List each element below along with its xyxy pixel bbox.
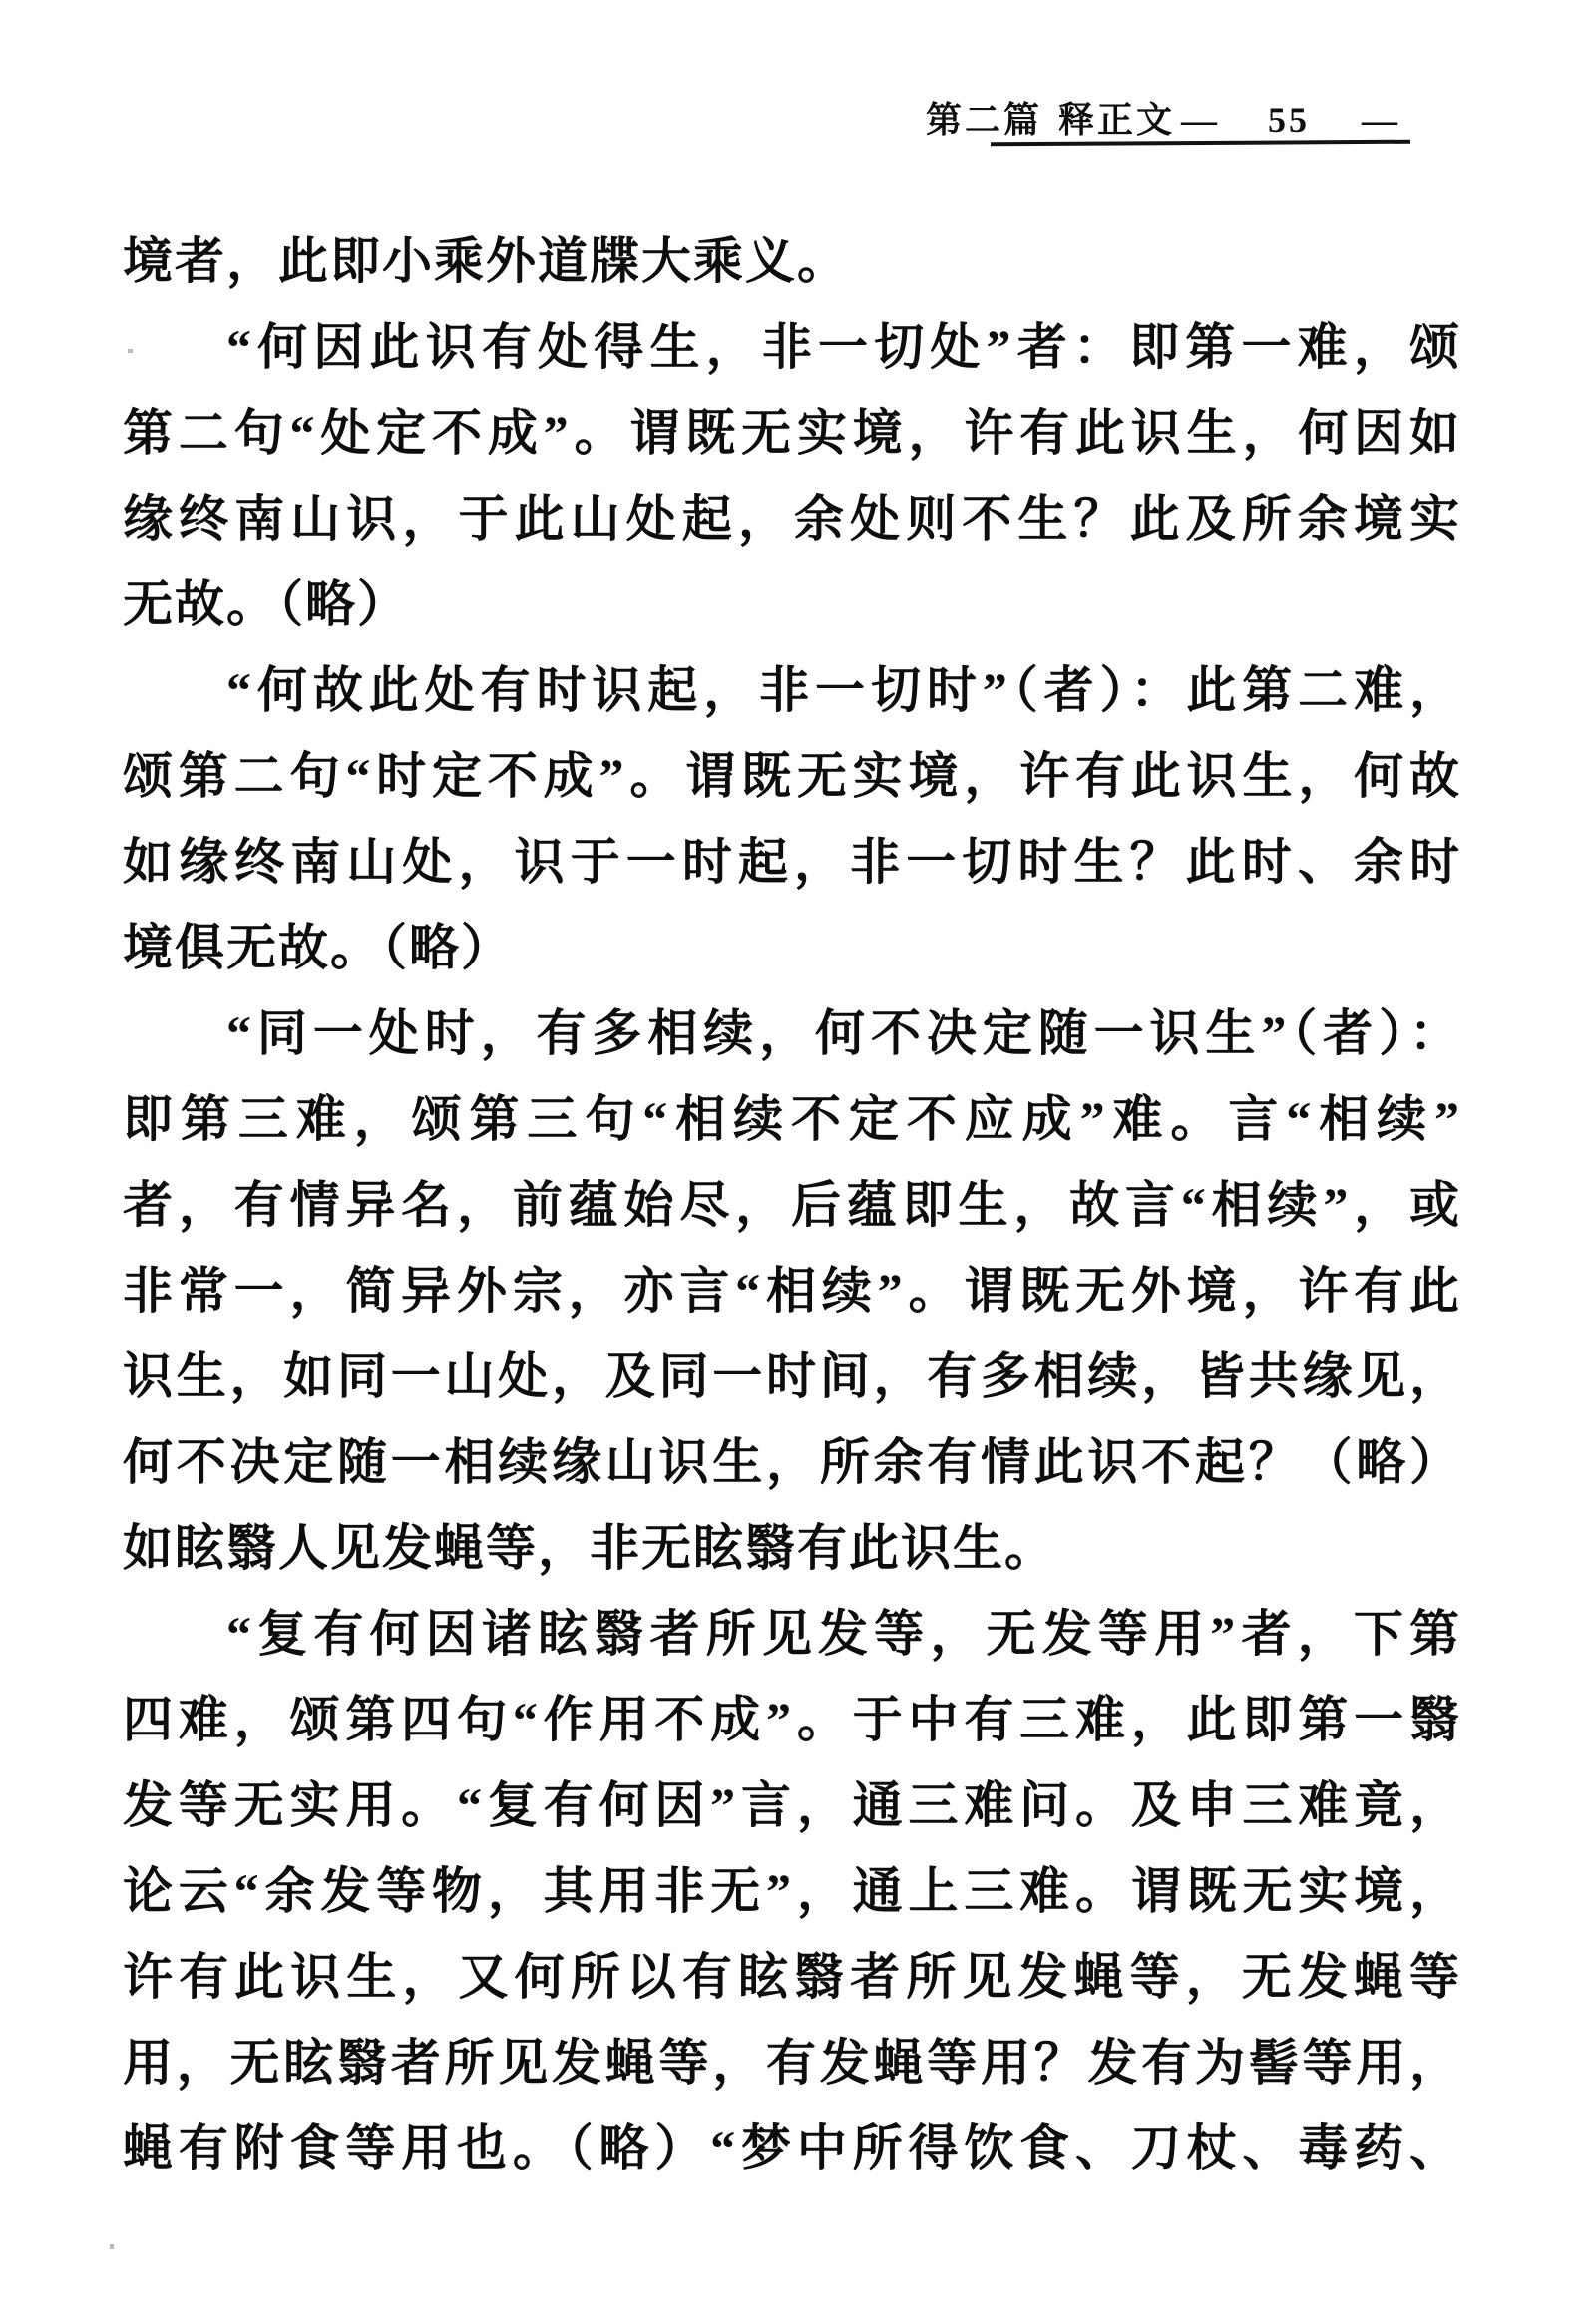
text-line: 缘终南山识，于此山处起，余处则不生？此及所余境实 [123, 491, 1461, 547]
text-line: 蝇有附食等用也。（略）“梦中所得饮食、刀杖、毒药、 [123, 2120, 1461, 2176]
text-line: 非常一，简异外宗，亦言“相续”。谓既无外境，许有此 [123, 1263, 1461, 1319]
text-line: 如眩翳人见发蝇等，非无眩翳有此识生。 [123, 1520, 1056, 1576]
running-header [926, 92, 1400, 143]
text-line: 即第三难，颂第三句“相续不定不应成”难。言“相续” [123, 1091, 1461, 1147]
header-page-number: 55 [1268, 100, 1310, 140]
header-dash-right: — [1362, 100, 1400, 140]
text-line: 发等无实用。“复有何因”言，通三难问。及申三难竟， [123, 1777, 1461, 1833]
text-line: 用，无眩翳者所见发蝇等，有发蝇等用？发有为髻等用， [123, 2035, 1461, 2091]
text-line: “同一处时，有多相续，何不决定随一识生”（者）： [226, 1005, 1461, 1061]
text-line: 境者，此即小乘外道牒大乘义。 [123, 233, 849, 289]
text-line: “复有何因诸眩翳者所见发等，无发等用”者，下第 [226, 1606, 1461, 1662]
text-line: 颂第二句“时定不成”。谓既无实境，许有此识生，何故 [123, 748, 1461, 804]
text-line: “何故此处有时识起，非一切时”（者）：此第二难， [226, 662, 1461, 718]
text-line: 如缘终南山处，识于一时起，非一切时生？此时、余时 [123, 834, 1461, 890]
text-line: 四难，颂第四句“作用不成”。于中有三难，此即第一翳 [123, 1692, 1461, 1747]
body-text [123, 218, 1461, 2191]
text-line: 境俱无故。（略） [123, 920, 513, 975]
header-section-label: 第二篇 [925, 100, 1042, 140]
text-line: 无故。（略） [123, 577, 409, 632]
text-line: 第二句“处定不成”。谓既无实境，许有此识生，何因如 [123, 405, 1461, 461]
header-chapter-title: 释正文 [1057, 100, 1175, 140]
text-line: 论云“余发等物，其用非无”，通上三难。谓既无实境， [123, 1863, 1461, 1919]
text-line: “何因此识有处得生，非一切处”者：即第一难，颂 [226, 319, 1461, 375]
text-line: 识生，如同一山处，及同一时间，有多相续，皆共缘见， [123, 1349, 1461, 1404]
scan-speck [110, 2244, 114, 2249]
scan-speck [128, 349, 133, 353]
text-line: 何不决定随一相续缘山识生，所余有情此识不起？（略） [123, 1434, 1461, 1490]
text-line: 许有此识生，又何所以有眩翳者所见发蝇等，无发蝇等 [123, 1949, 1461, 2005]
text-line: 者，有情异名，前蕴始尽，后蕴即生，故言“相续”，或 [123, 1177, 1461, 1233]
header-dash-left: — [1181, 100, 1220, 140]
